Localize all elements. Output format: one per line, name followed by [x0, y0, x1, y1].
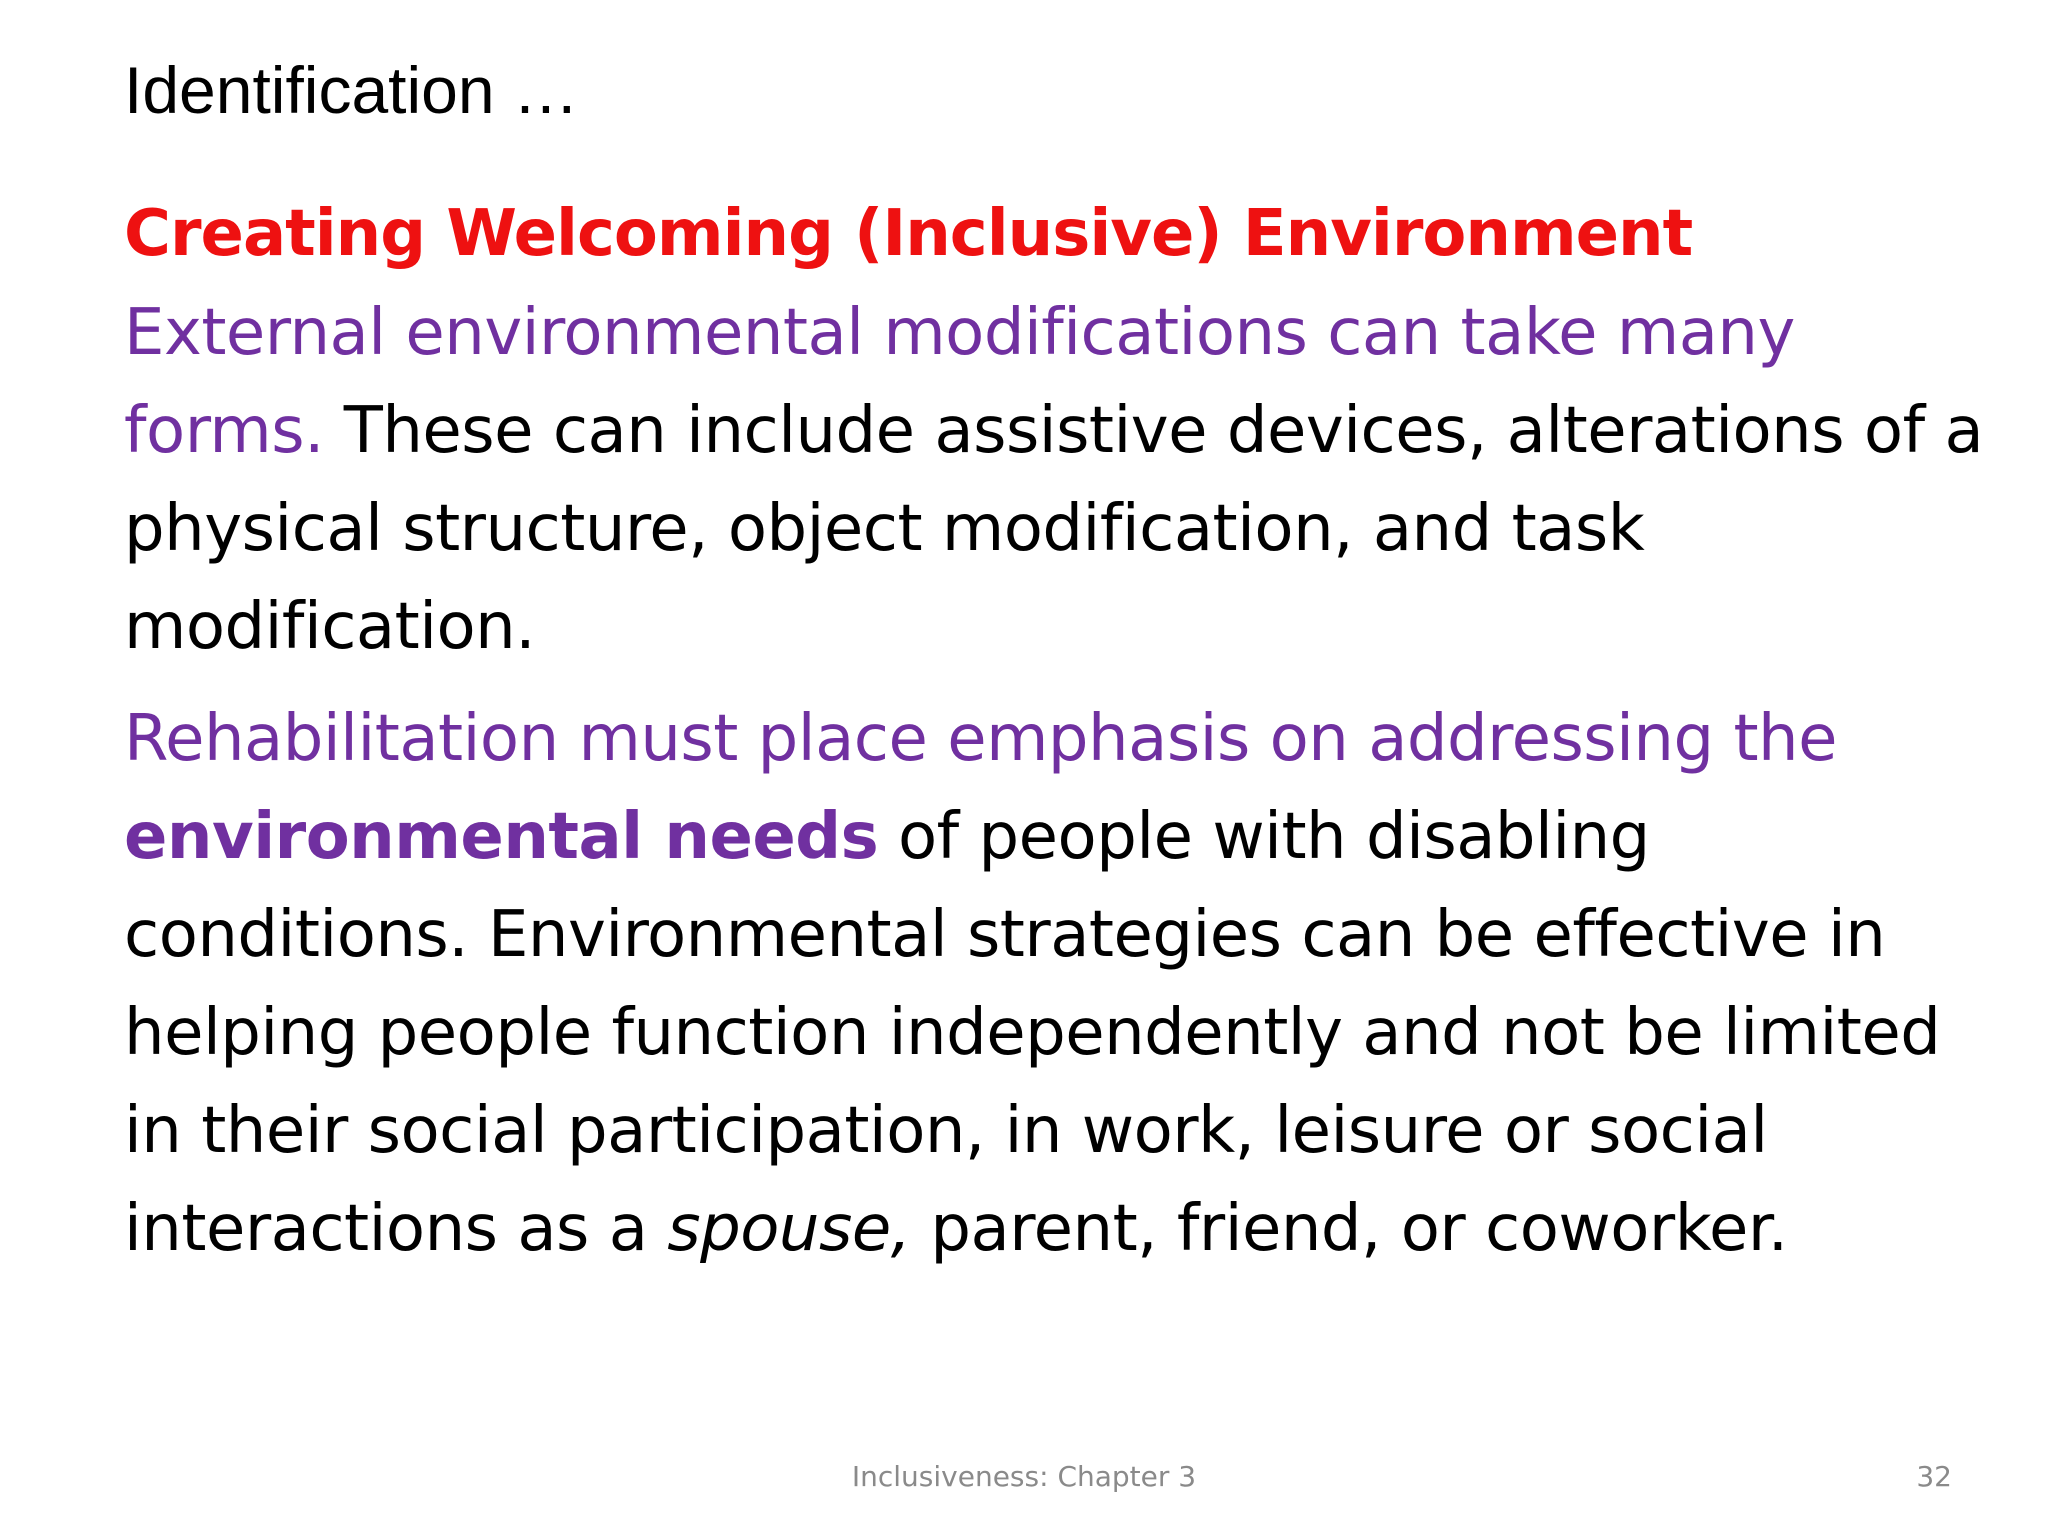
slide-body — [124, 190, 1984, 1278]
paragraph-modifications-lead: External environmental modifications can take many forms. — [124, 296, 1795, 468]
section-heading: Creating Welcoming (Inclusive) Environment — [124, 197, 1693, 271]
paragraph-rehabilitation-end: parent, friend, or coworker. — [910, 1192, 1788, 1266]
emphasis-environmental-needs: environmental needs — [124, 800, 879, 874]
emphasis-spouse: spouse, — [667, 1192, 911, 1266]
paragraph-rehabilitation-middle: of people with disabling conditions. Environmental strategies can be effective in helping people function independently and not be limited in their social participation, in work, leisure or social interactions as a — [124, 800, 1941, 1266]
page-number: 32 — [1916, 1460, 1952, 1493]
paragraph-modifications-rest: These can include assistive devices, alterations of a physical structure, object modification, and task modification. — [124, 394, 1984, 664]
footer-chapter: Inclusiveness: Chapter 3 — [851, 1460, 1197, 1493]
slide-title: Identification … — [124, 53, 579, 127]
paragraph-rehabilitation-lead: Rehabilitation must place emphasis on addressing the — [124, 702, 1837, 776]
paragraph-modifications — [124, 284, 1984, 676]
paragraph-rehabilitation — [124, 690, 1984, 1278]
